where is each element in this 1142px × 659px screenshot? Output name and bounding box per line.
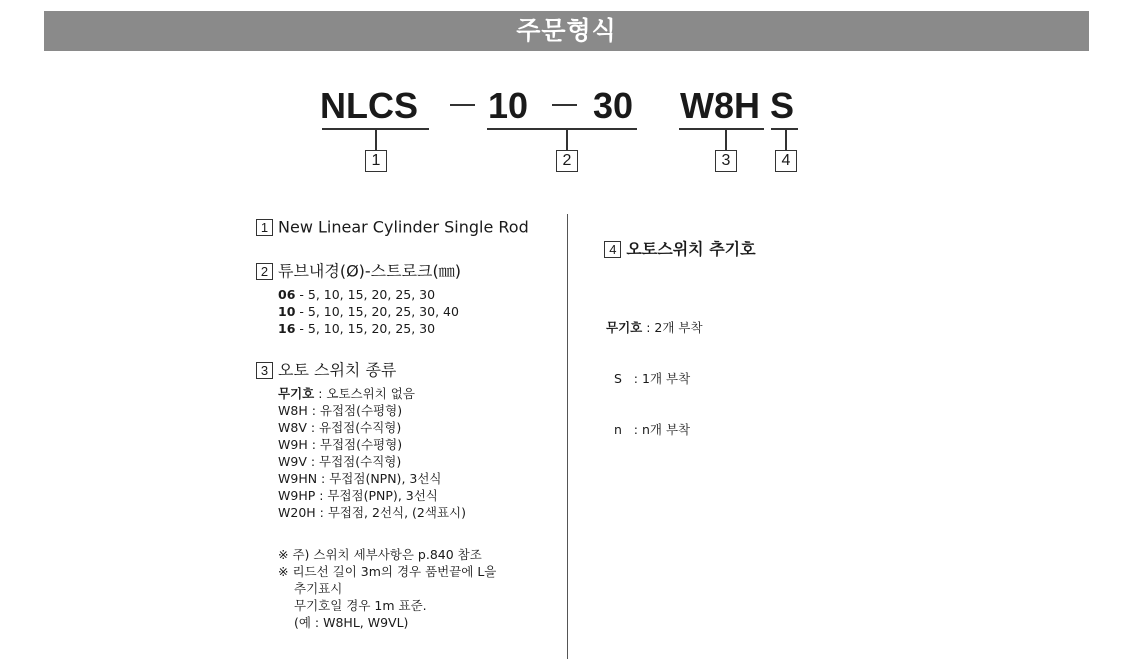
bore-row: 06 - 5, 10, 15, 20, 25, 30 [278,286,436,302]
section-1-number: 1 [256,219,273,236]
switch-row: W9HN : 무접점(NPN), 3선식 [278,470,442,486]
code-bore: 10 [488,85,529,126]
section-3-title: 오토 스위치 종류 [278,360,397,380]
note-line: 추기표시 [294,581,343,596]
note-line: ※ 주) 스위치 세부사항은 p.840 참조 [278,547,482,562]
section-banner [44,11,1089,51]
count-row: n : n개 부착 [606,421,691,437]
section-4-number: 4 [604,241,621,258]
switch-row: W8H : 유접점(수평형) [278,402,403,418]
note-line: ※ 리드선 길이 3m의 경우 품번끝에 L을 [278,564,497,579]
note-line: (예 : W8HL, W9VL) [294,615,409,630]
code-stroke: 30 [593,85,634,126]
section-1 [256,216,529,239]
connector-1 [375,129,377,150]
code-switch: W8H [680,85,760,126]
code-series: NLCS [320,85,418,126]
underline-2 [487,128,637,130]
section-2 [256,260,461,337]
code-dash-1 [450,104,475,106]
switch-row: W9V : 무접점(수직형) [278,453,402,469]
connector-2 [566,129,568,150]
underline-3 [679,128,764,130]
section-2-number: 2 [256,263,273,280]
note-line: 무기호일 경우 1m 표준. [294,598,427,613]
switch-row: W8V : 유접점(수직형) [278,419,402,435]
code-box-1: 1 [365,150,387,172]
notes [278,546,496,631]
code-box-3: 3 [715,150,737,172]
section-3 [256,359,466,521]
code-dash-2 [552,104,577,106]
switch-row: W9HP : 무접점(PNP), 3선식 [278,487,438,503]
count-row: 무기호 : 2개 부착 [606,319,703,335]
connector-4 [785,129,787,150]
section-4-title: 오토스위치 추기호 [626,239,756,259]
section-1-title: New Linear Cylinder Single Rod [278,217,529,237]
count-row: S : 1개 부착 [606,370,691,386]
switch-row: W9H : 무접점(수평형) [278,436,403,452]
bore-row: 10 - 5, 10, 15, 20, 25, 30, 40 [278,303,459,319]
section-2-title: 튜브내경(Ø)-스트로크(㎜) [278,261,461,281]
section-3-number: 3 [256,362,273,379]
code-switch-count: S [770,85,795,126]
column-divider [567,214,568,659]
code-box-4: 4 [775,150,797,172]
connector-3 [725,129,727,150]
section-4 [584,216,756,472]
bore-row: 16 - 5, 10, 15, 20, 25, 30 [278,320,436,336]
banner-title: 주문형식 [516,16,617,45]
switch-row: W20H : 무접점, 2선식, (2색표시) [278,504,466,520]
code-box-2: 2 [556,150,578,172]
switch-row: 무기호 : 오토스위치 없음 [278,385,415,401]
